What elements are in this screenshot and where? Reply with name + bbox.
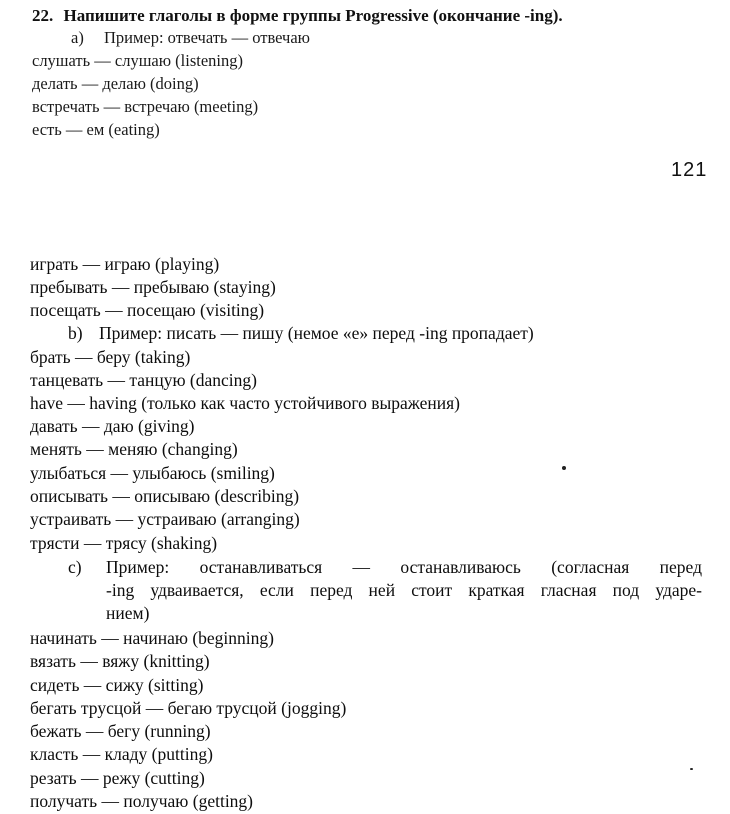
section-b-item: устраивать — устраиваю (arranging) bbox=[30, 509, 300, 529]
section-c-item: бегать трусцой — бегаю трусцой (jogging) bbox=[30, 698, 347, 718]
section-a-item: встречать — встречаю (meeting) bbox=[32, 97, 259, 116]
section-a-marker: а) bbox=[71, 28, 84, 47]
section-a-item: делать — делаю (doing) bbox=[32, 74, 199, 93]
section-b-item: давать — даю (giving) bbox=[30, 416, 195, 436]
section-a-item: есть — ем (eating) bbox=[32, 120, 160, 139]
section-c-example-line: нием) bbox=[106, 603, 150, 623]
section-c-example-line: -ing удваивается, если перед ней стоит краткая гласная под ударе- bbox=[106, 580, 702, 600]
scan-speck bbox=[690, 768, 693, 770]
section-b-item: описывать — описываю (describing) bbox=[30, 486, 300, 506]
section-a-item: посещать — посещаю (visiting) bbox=[30, 300, 265, 320]
section-c-item: резать — режу (cutting) bbox=[30, 768, 205, 788]
section-b-item: брать — беру (taking) bbox=[30, 347, 191, 367]
section-c-item: класть — кладу (putting) bbox=[30, 744, 213, 764]
section-b-item: менять — меняю (changing) bbox=[30, 439, 238, 459]
section-b-item: улыбаться — улыбаюсь (smiling) bbox=[30, 463, 275, 483]
section-a-item: пребывать — пребываю (staying) bbox=[30, 277, 276, 297]
section-a-example bbox=[71, 30, 310, 47]
section-c-example-line: Пример: останавливаться — останавливаюсь (согласная перед bbox=[106, 557, 702, 577]
section-c-item: получать — получаю (getting) bbox=[30, 791, 254, 811]
page-number: 121 bbox=[671, 159, 708, 181]
section-c-item: бежать — бегу (running) bbox=[30, 721, 211, 741]
section-a-item: слушать — слушаю (listening) bbox=[32, 51, 244, 70]
section-b-example bbox=[68, 325, 534, 343]
section-b-item: трясти — трясу (shaking) bbox=[30, 533, 218, 553]
section-b-item: have — having (только как часто устойчивого выражения) bbox=[30, 393, 461, 413]
exercise-number: 22. bbox=[32, 6, 54, 25]
section-a-example-text: Пример: отвечать — отвечаю bbox=[103, 28, 311, 47]
exercise-title: Напишите глаголы в форме группы Progressive (окончание -ing). bbox=[63, 6, 563, 25]
section-b-item: танцевать — танцую (dancing) bbox=[30, 370, 257, 390]
scan-speck bbox=[562, 466, 566, 470]
exercise-heading bbox=[32, 7, 563, 24]
section-a-item: играть — играю (playing) bbox=[30, 254, 220, 274]
section-c-item: сидеть — сижу (sitting) bbox=[30, 675, 204, 695]
section-c-marker: с) bbox=[68, 557, 82, 577]
section-c-item: начинать — начинаю (beginning) bbox=[30, 628, 274, 648]
section-b-example-text: Пример: писать — пишу (немое «е» перед -ing пропадает) bbox=[98, 323, 534, 343]
section-b-marker: b) bbox=[68, 323, 83, 343]
section-c-item: вязать — вяжу (knitting) bbox=[30, 651, 210, 671]
